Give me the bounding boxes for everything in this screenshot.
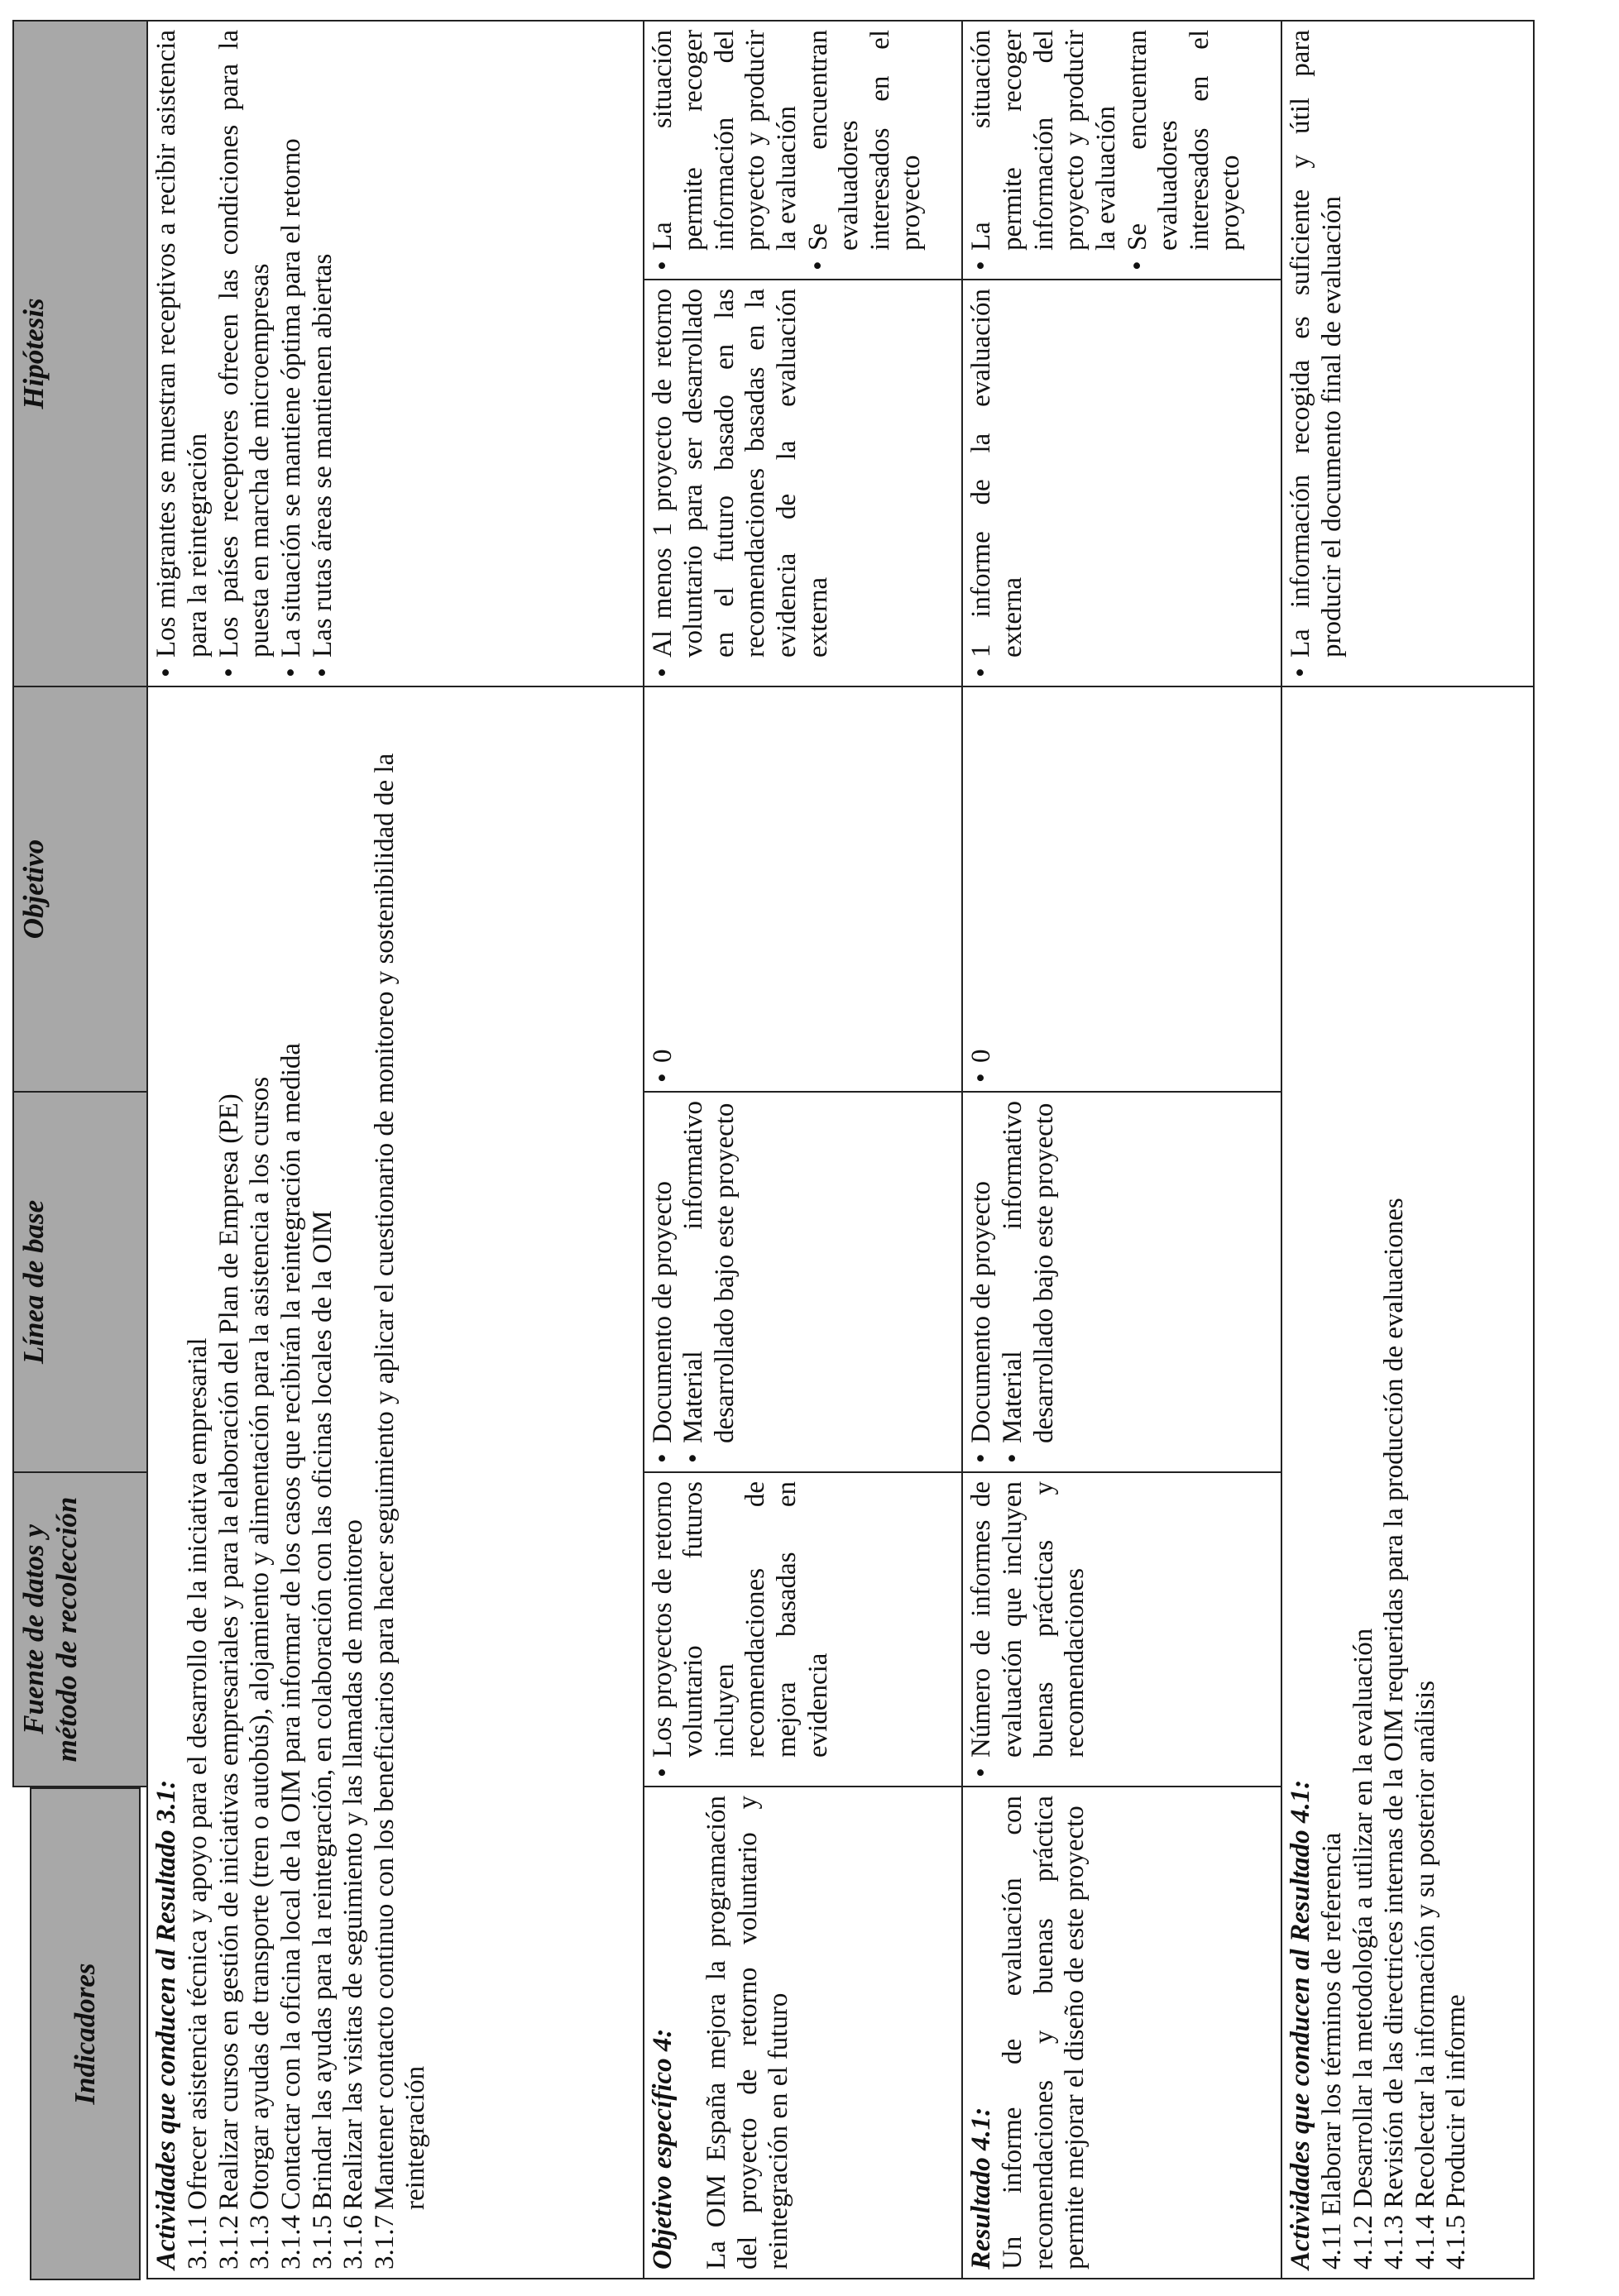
resultado-4-1-fuente-cell <box>962 1092 1281 1472</box>
list-item: • Material informativo desarrollado bajo este proyecto <box>998 1101 1060 1463</box>
list-item: 4.1.4 Recolectar la información y su posterior análisis <box>1410 1680 1440 2270</box>
objetivo-4-label: Objetivo específico 4: <box>647 2028 678 2270</box>
hipotesis-3-1-cell <box>147 21 643 686</box>
resultado-4-1-cell <box>962 1787 1281 2279</box>
list-item: • Documento de proyecto <box>648 1101 679 1463</box>
list-item: • 1 informe de la evaluación externa <box>966 289 1028 677</box>
list-item: 3.1.7 Mantener contacto continuo con los beneficiarios para hacer seguimiento y aplicar el cuestionario de monitoreo y sostenibilidad de la reintegración <box>369 753 431 2270</box>
actividades-3-1-title: Actividades que conducen al Resultado 3.1: <box>151 1779 182 2270</box>
list-item: 4.1.5 Producir el informe <box>1441 1994 1472 2270</box>
objetivo-4-fuente-cell <box>644 1092 963 1472</box>
list-item: • Al menos 1 proyecto de retorno voluntario para ser desarrollado en el futuro basado en las recomendaciones basadas en la evidencia de la evaluación externa <box>648 289 835 677</box>
list-item: • Los proyectos de retorno voluntario futuros incluyen recomendaciones de mejora basadas en evidencia <box>648 1481 835 1777</box>
resultado-4-1-obj-hipo-cell <box>962 21 1281 686</box>
list-item: • La situación se mantiene óptima para el retorno <box>276 30 308 677</box>
resultado-4-1-hipotesis-cell <box>963 22 1281 280</box>
list-item: • Los países receptores ofrecen las condiciones para la puesta en marcha de microempresas <box>214 30 276 677</box>
objetivo-4-text: La OIM España mejora la programación del proyecto de retorno voluntario y reintegración en el futuro <box>702 1796 794 2270</box>
actividades-3-1-cell <box>147 686 643 2279</box>
nested-table <box>963 22 1281 686</box>
row-resultado-4-1 <box>962 21 1281 2279</box>
list-item: 4.11 Elaborar los términos de referencia <box>1316 1832 1347 2270</box>
list-item: 3.1.1 Ofrecer asistencia técnica y apoyo para el desarrollo de la iniciativa empresarial <box>183 1337 213 2270</box>
nested-table <box>644 22 962 686</box>
list-item: • 0 <box>966 696 998 1083</box>
logical-framework-table <box>12 20 1535 2279</box>
list-item: 3.1.3 Otorgar ayudas de transporte (tren o autobús), alojamiento y alimentación para la asistencia a los cursos <box>245 1076 275 2270</box>
list-item: • Se encuentran evaluadores interesados en el proyecto <box>1123 30 1247 270</box>
header-objetivo: Objetivo <box>13 686 147 1092</box>
objetivo-4-hipotesis-cell <box>644 22 962 280</box>
objetivo-4-indicador-cell <box>644 1472 963 1787</box>
header-hipotesis: Hipótesis <box>13 21 147 686</box>
list-item: • La información recogida es suficiente y útil para producir el documento final de evaluación <box>1286 30 1348 677</box>
objetivo-4-obj-hipo-cell <box>644 21 963 686</box>
list-item: • Material informativo desarrollado bajo este proyecto <box>678 1101 740 1463</box>
row-actividades-3-1 <box>147 21 643 2279</box>
actividades-3-1-list <box>183 696 432 2270</box>
hipotesis-4-1-cell <box>1281 21 1534 686</box>
resultado-4-1-indicador-cell <box>962 1472 1281 1787</box>
resultado-4-1-linea-base-cell <box>962 686 1281 1092</box>
list-item: 3.1.5 Brindar las ayudas para la reintegración, en colaboración con las oficinas locales de la OIM <box>307 1210 338 2270</box>
list-item: • Los migrantes se muestran receptivos a recibir asistencia para la reintegración <box>151 30 213 677</box>
list-item: • La situación permite recoger información del proyecto y producir la evaluación <box>648 30 803 270</box>
actividades-4-1-list <box>1317 696 1473 2270</box>
list-item: • Las rutas áreas se mantienen abiertas <box>308 30 339 677</box>
list-item: 4.1.3 Revisión de las directrices internas de la OIM requeridas para la producción de evaluaciones <box>1379 1198 1410 2270</box>
list-item: • Número de informes de evaluación que incluyen buenas prácticas y recomendaciones <box>966 1481 1090 1777</box>
actividades-4-1-cell <box>1281 686 1534 2279</box>
list-item: • Documento de proyecto <box>966 1101 998 1463</box>
resultado-4-1-text: Un informe de evaluación con recomendaciones y buenas práctica permite mejorar el diseño de este proyecto <box>998 1796 1090 2270</box>
objetivo-4-cell <box>644 1787 963 2279</box>
header-fuente: Fuente de datos y método de recolección <box>13 1472 147 1787</box>
list-item: 3.1.6 Realizar las visitas de seguimiento y las llamadas de monitoreo <box>338 1519 369 2270</box>
list-item: 3.1.4 Contactar con la oficina local de la OIM para informar de los casos que recibirán la reintegración a medida <box>275 1042 306 2270</box>
row-objetivo-4 <box>644 21 963 2279</box>
header-indicadores: Indicadores <box>13 1787 147 2279</box>
actividades-4-1-title: Actividades que conducen al Resultado 4.1: <box>1286 1779 1316 2270</box>
list-item: • La situación permite recoger información del proyecto y producir la evaluación <box>966 30 1122 270</box>
objetivo-4-linea-base-cell <box>644 686 963 1092</box>
resultado-4-1-label: Resultado 4.1: <box>966 2107 997 2270</box>
list-item: 4.1.2 Desarrollar la metodología a utilizar en la evaluación <box>1348 1628 1378 2270</box>
list-item: • 0 <box>648 696 679 1083</box>
resultado-4-1-objetivo-cell <box>963 280 1281 686</box>
header-linea-base: Línea de base <box>13 1092 147 1472</box>
row-actividades-4-1 <box>1281 21 1534 2279</box>
list-item: • Se encuentran evaluadores interesados en el proyecto <box>803 30 927 270</box>
objetivo-4-objetivo-cell <box>644 280 962 686</box>
list-item: 3.1.2 Realizar cursos en gestión de iniciativas empresariales y para la elaboración del Plan de Empresa (PE) <box>213 1093 244 2270</box>
header-row <box>13 21 147 2279</box>
